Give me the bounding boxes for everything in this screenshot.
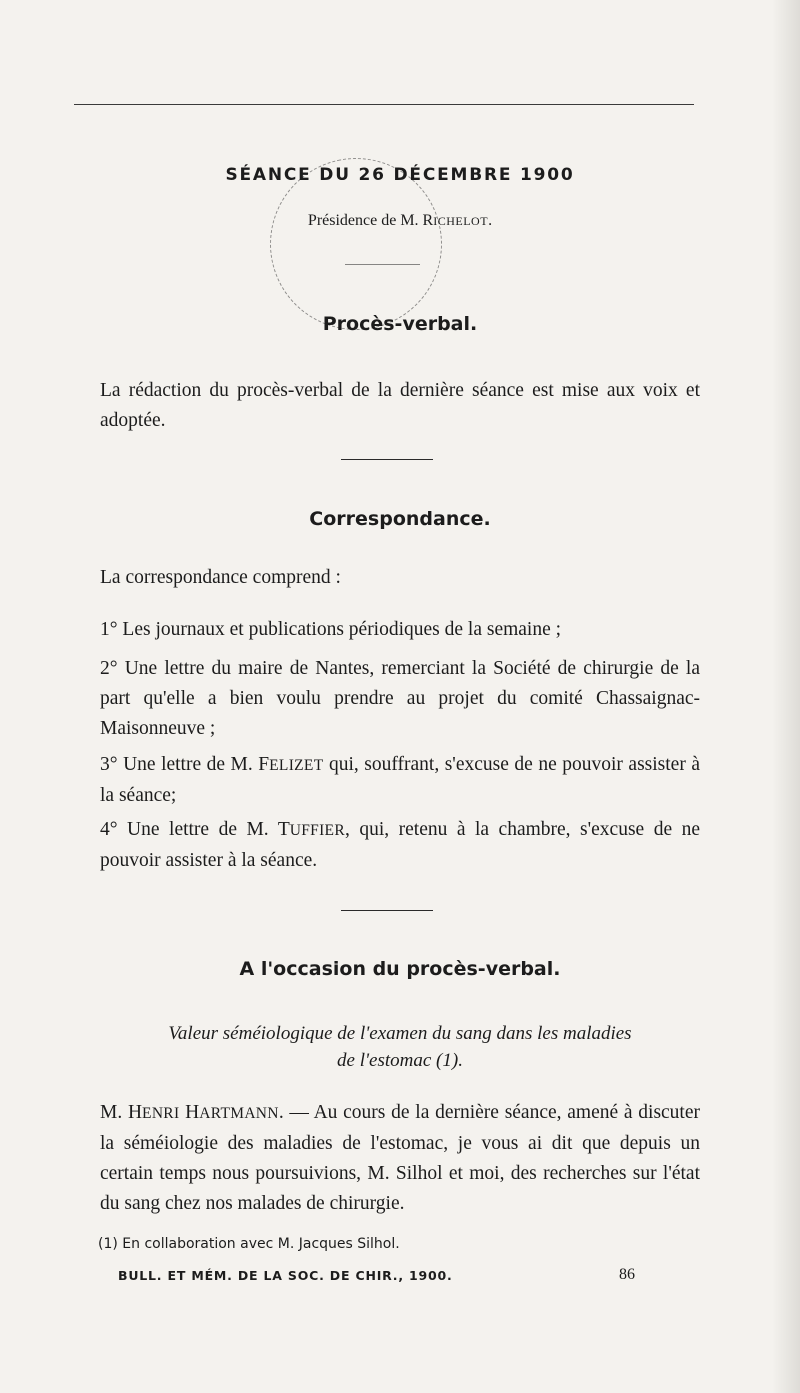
proces-verbal-heading: Procès-verbal. (322, 313, 478, 335)
correspondance-item-1 (78, 615, 700, 645)
subtitle-line-1: Valeur séméiologique de l'examen du sang dans les maladies (168, 1023, 632, 1044)
correspondance-intro (78, 563, 700, 593)
correspondance-item-4-text (78, 815, 700, 876)
henri-initial: H (127, 1102, 143, 1123)
seance-title: SÉANCE DU 26 DÉCEMBRE 1900 (225, 165, 575, 185)
henri-name: ENRI (142, 1105, 180, 1122)
presidence-name: ICHELOT (433, 214, 489, 228)
hartmann-name: ARTMANN (199, 1105, 279, 1122)
item-3-prefix: 3° Une lettre de M. (100, 754, 259, 775)
presidence-prefix: Présidence de M. R (307, 212, 434, 229)
page-edge-shadow (772, 0, 800, 1393)
occasion-heading: A l'occasion du procès-verbal. (239, 958, 561, 980)
correspondance-intro-text: La correspondance comprend : (100, 567, 341, 588)
subtitle-line-2: de l'estomac (1). (337, 1050, 463, 1071)
item-4-suffix: , qui, retenu à la chambre, s'excuse de ne pouvoir assister à la séance. (100, 819, 701, 871)
item-3-suffix: qui, souffrant, s'excuse de ne pouvoir assister à la séance; (100, 754, 700, 806)
footnote: (1) En collaboration avec M. Jacques Silhol. (98, 1236, 400, 1252)
tuffier-initial: T (277, 819, 290, 840)
top-rule (74, 104, 694, 105)
hartmann-paragraph (78, 1098, 700, 1219)
section-divider (341, 459, 433, 460)
correspondance-item-1-text: 1° Les journaux et publications périodiques de la semaine ; (100, 619, 562, 640)
presidence-suffix: . (488, 212, 493, 229)
presidence-line (0, 212, 800, 230)
hartmann-body: . — Au cours de la dernière séance, amené à discuter la séméiologie des maladies de l'estomac, je vous ai dit que depuis un certain temps nous poursuivions, M. Silhol et moi, des recherches sur l'état du sang chez nos malades de chirurgie. (100, 1102, 700, 1214)
stamp-line (345, 264, 420, 265)
correspondance-item-3-text (78, 750, 700, 811)
occasion-subtitle (0, 1020, 800, 1074)
section-divider-2 (341, 910, 433, 911)
felizet-initial: F (258, 754, 270, 775)
tuffier-name: UFFIER (289, 822, 345, 839)
proces-verbal-text (78, 376, 700, 436)
hartmann-initial: H (185, 1102, 200, 1123)
felizet-name: ELIZET (269, 757, 324, 774)
correspondance-item-2 (78, 654, 700, 744)
correspondance-item-4 (78, 815, 700, 876)
proces-verbal-paragraph: La rédaction du procès-verbal de la dernière séance est mise aux voix et adoptée. (100, 380, 700, 431)
running-title: BULL. ET MÉM. DE LA SOC. DE CHIR., 1900. (118, 1268, 453, 1283)
correspondance-item-3 (78, 750, 700, 811)
item-4-prefix: 4° Une lettre de M. (100, 819, 278, 840)
correspondance-item-2-text: 2° Une lettre du maire de Nantes, remerciant la Société de chirurgie de la part qu'elle a bien voulu prendre au projet du comité Chassaignac-Maisonneuve ; (100, 658, 700, 739)
page-number: 86 (619, 1266, 635, 1283)
hartmann-text (78, 1098, 700, 1219)
correspondance-heading: Correspondance. (309, 508, 491, 530)
hartmann-prefix: M. (100, 1102, 128, 1123)
